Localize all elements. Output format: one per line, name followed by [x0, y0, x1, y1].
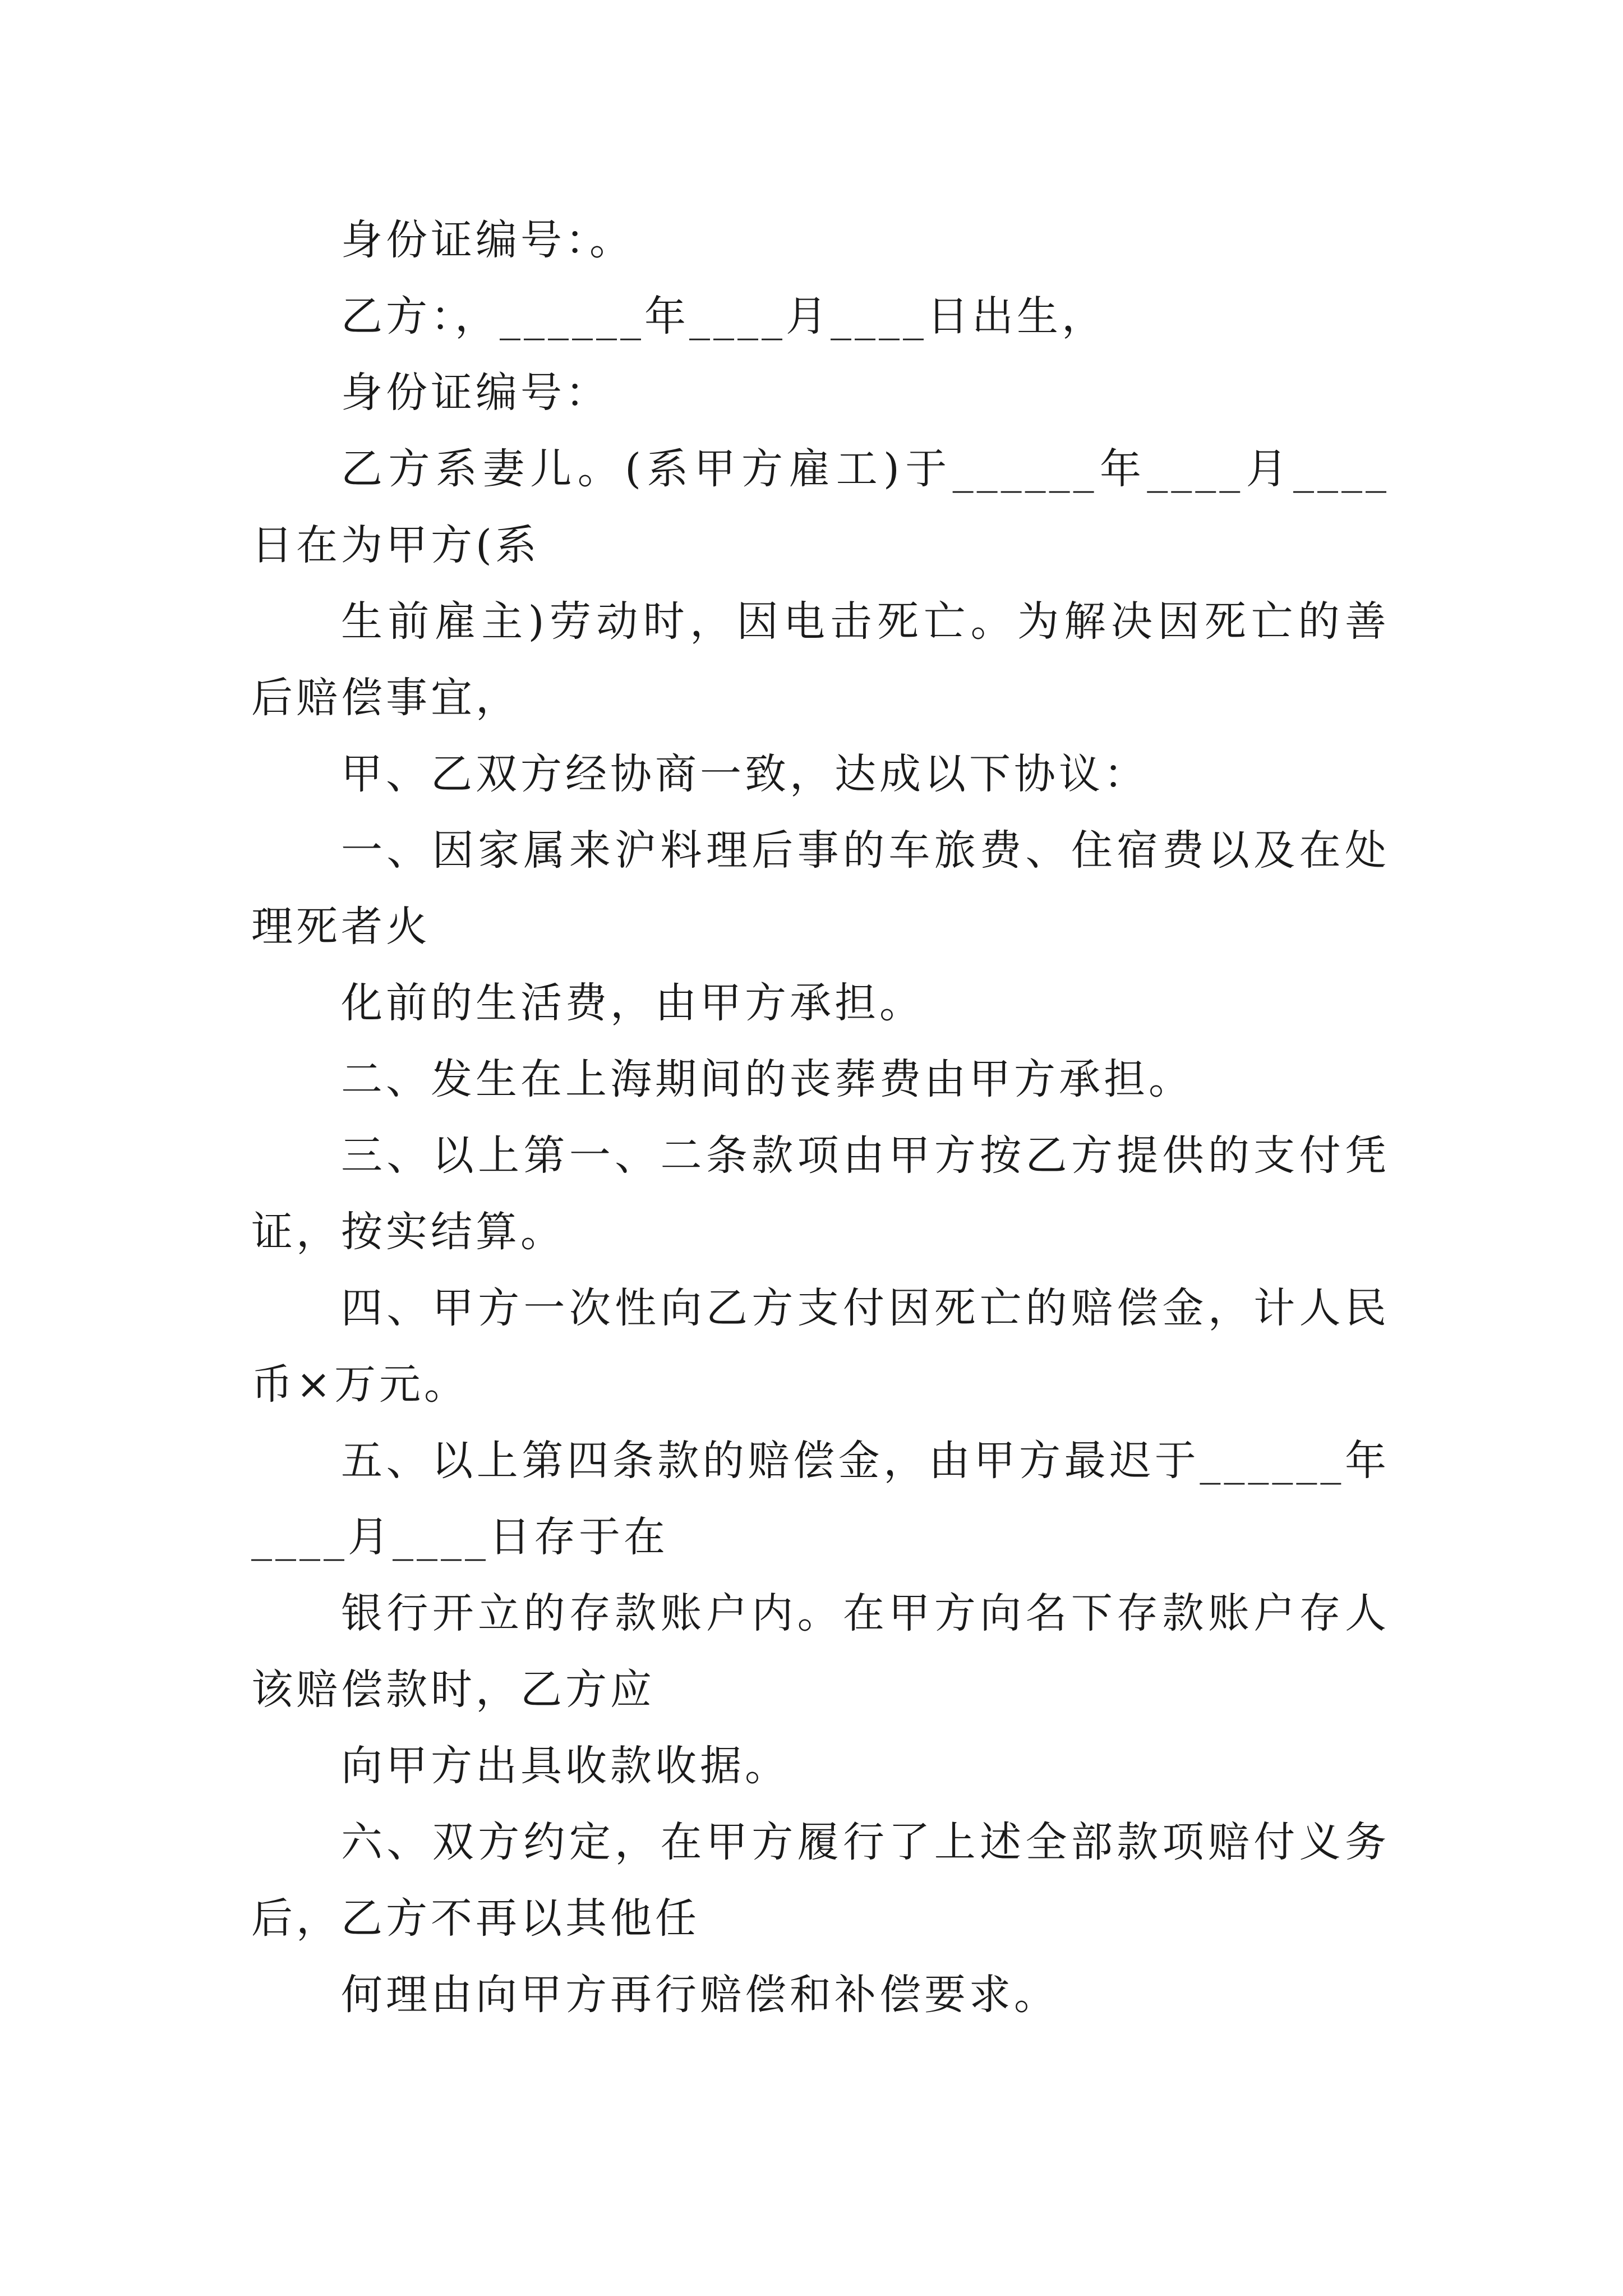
- paragraph-clause-5-cont: 银行开立的存款账户内。在甲方向名下存款账户存人该赔偿款时，乙方应: [251, 1589, 1390, 1714]
- document-body: [251, 202, 1390, 2033]
- paragraph-clause-1-cont: 化前的生活费，由甲方承担。: [341, 979, 924, 1027]
- paragraph-clause-4: 四、甲方一次性向乙方支付因死亡的赔偿金，计人民币×万元。: [251, 1284, 1390, 1409]
- paragraph-clause-6: 六、双方约定，在甲方履行了上述全部款项赔付义务后，乙方不再以其他任: [251, 1818, 1390, 1943]
- paragraph-clause-1: 一、因家属来沪料理后事的车旅费、住宿费以及在处理死者火: [251, 826, 1390, 951]
- paragraph-id-number-2: 身份证编号：: [341, 369, 610, 417]
- paragraph-agreement-intro: 甲、乙双方经协商一致，达成以下协议：: [341, 750, 1149, 798]
- paragraph-clause-5: 五、以上第四条款的赔偿金，由甲方最迟于______年____月____日存于在: [251, 1437, 1390, 1561]
- paragraph-party-b-birth: 乙方：，______年____月____日出生，: [341, 292, 1106, 341]
- paragraph-clause-2: 二、发生在上海期间的丧葬费由甲方承担。: [341, 1055, 1193, 1103]
- paragraph-clause-6-cont: 何理由向甲方再行赔偿和补偿要求。: [341, 1971, 1059, 2019]
- paragraph-relationship: 乙方系妻儿。(系甲方雇工)于______年____月____日在为甲方(系: [251, 445, 1390, 569]
- paragraph-incident: 生前雇主)劳动时，因电击死亡。为解决因死亡的善后赔偿事宜，: [251, 597, 1390, 722]
- paragraph-id-number-1: 身份证编号：。: [341, 216, 634, 264]
- paragraph-clause-3: 三、以上第一、二条款项由甲方按乙方提供的支付凭证，按实结算。: [251, 1131, 1390, 1256]
- paragraph-clause-5-receipt: 向甲方出具收款收据。: [341, 1742, 790, 1790]
